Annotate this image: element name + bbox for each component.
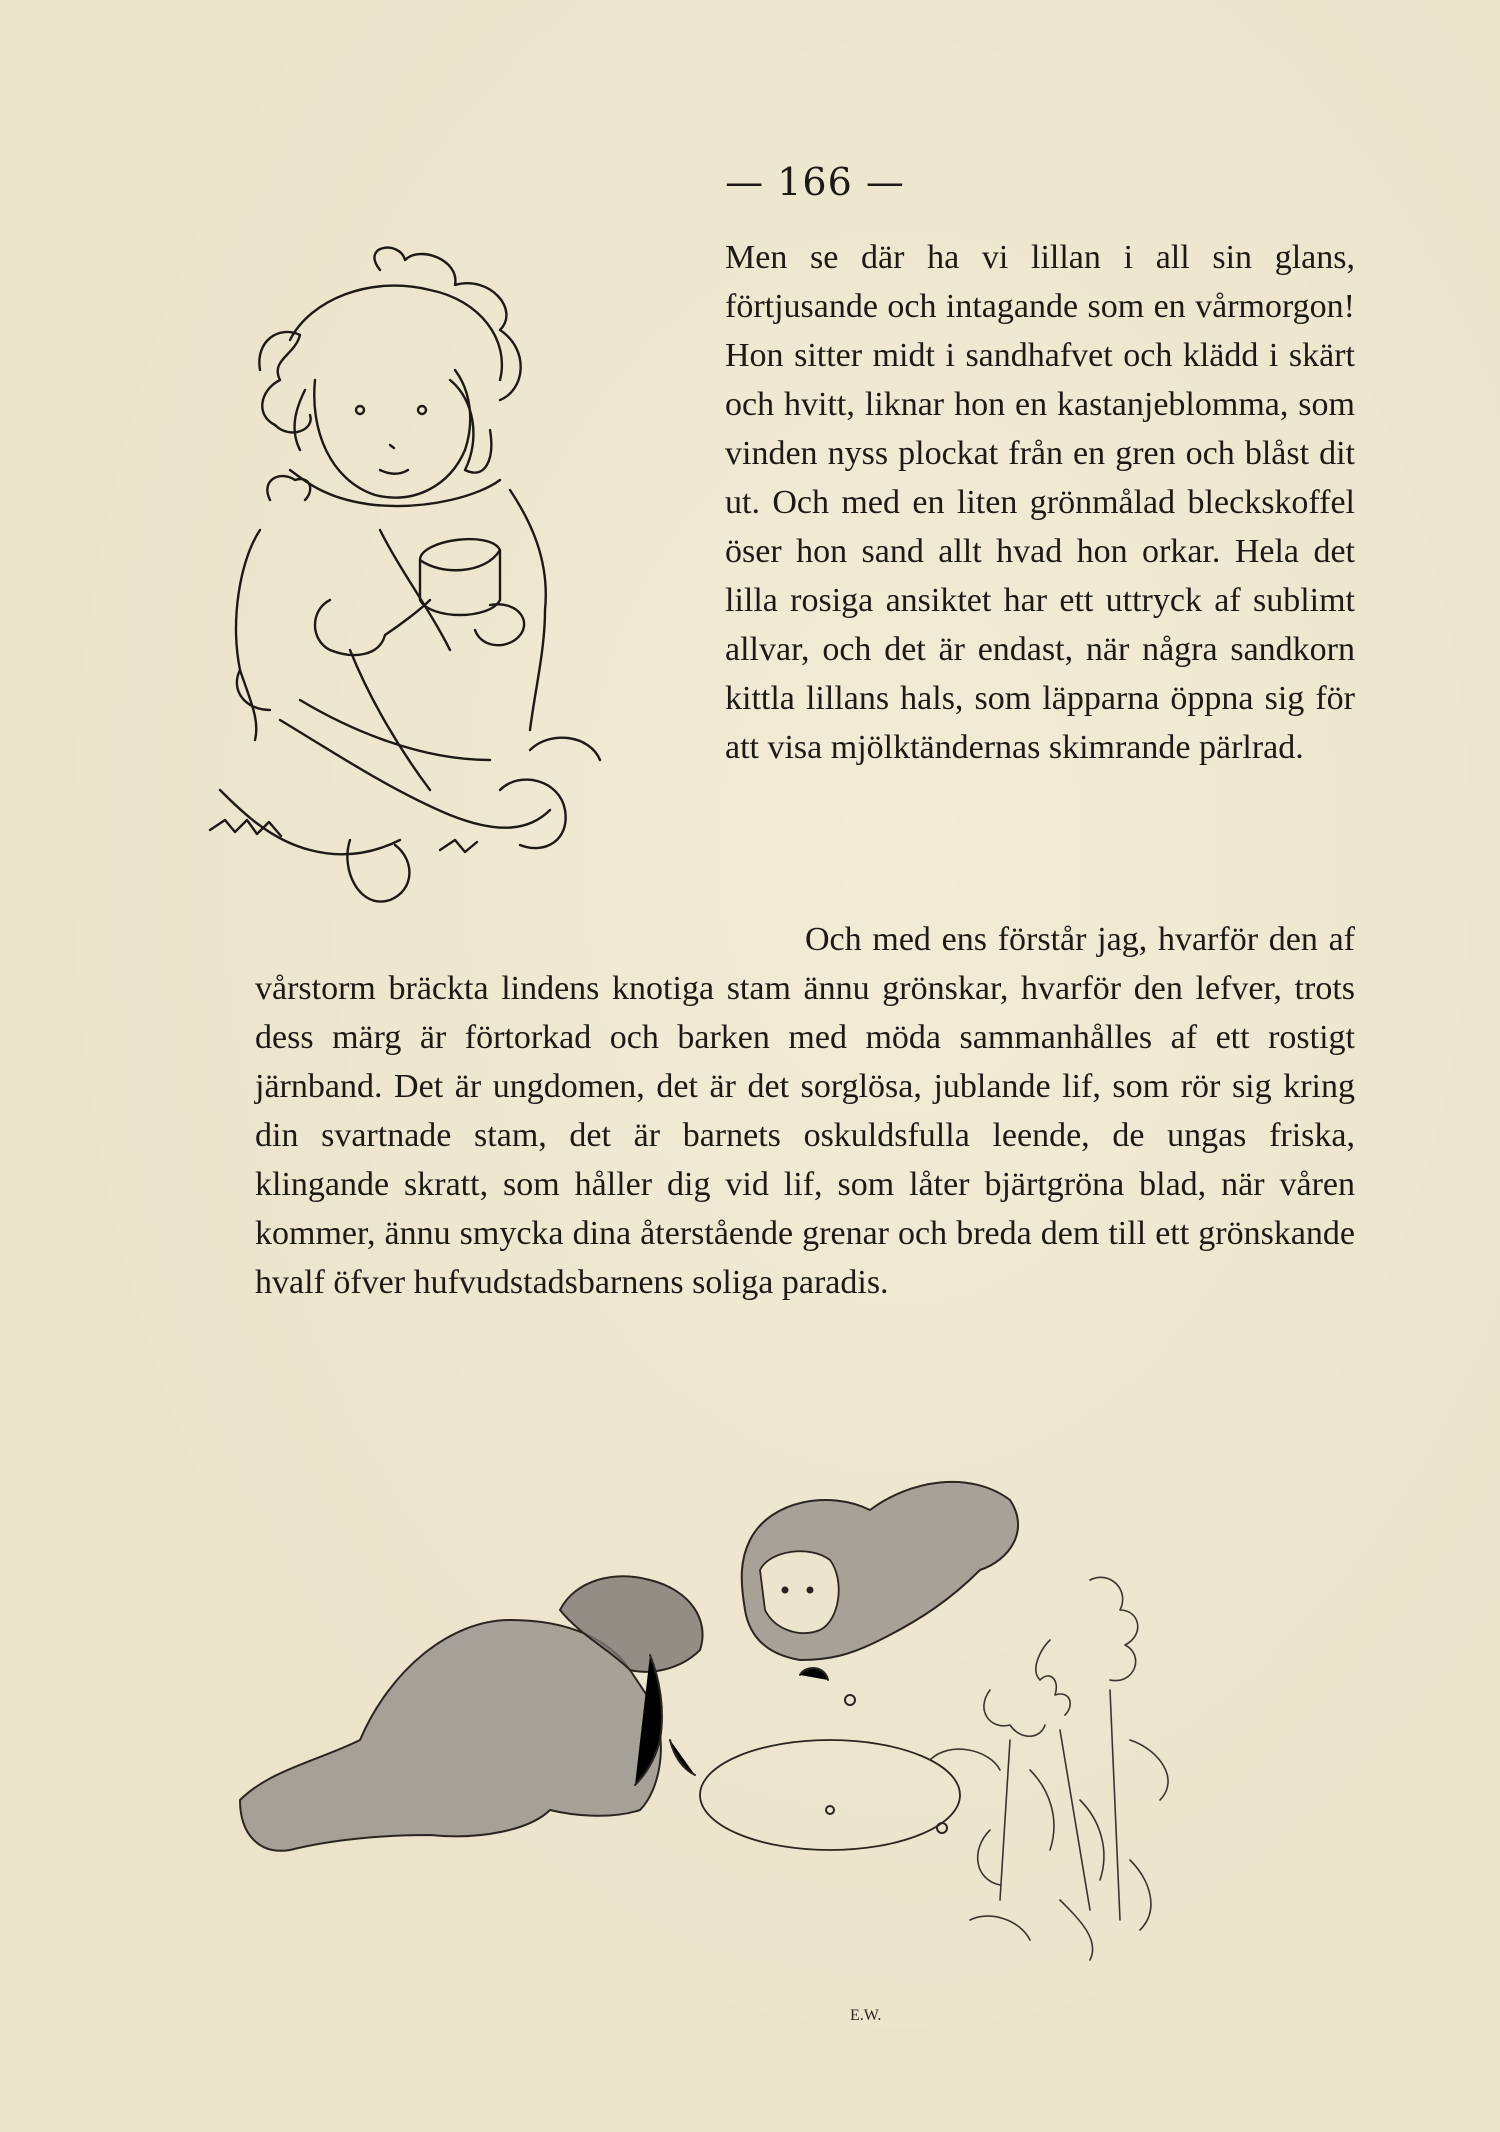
paragraph-right-of-baby: Men se där ha vi lillan i all sin glans, förtjusande och intagande som en vårmorgon! Hon sitter midt i sandhafvet och klädd i skärt och hvitt, liknar hon en kastanjeblomma, som vinden nyss plockat från en gren och blåst dit ut. Och med en liten grönmålad bleckskoffel öser hon sand allt hvad hon orkar. Hela det lilla rosiga ansiktet har ett uttryck af sublimt allvar, och det är endast, när några sandkorn kittla lillans hals, som läpparna öppna sig för att visa mjölktändernas skimrande pärlrad.	[725, 239, 1355, 766]
children-playing-illustration	[230, 1440, 1250, 2060]
baby-illustration	[200, 230, 710, 920]
paragraph-full-width: Och med ens förstår jag, hvarför den af vårstorm bräckta lindens knotiga stam ännu grönskar, hvarför den lefver, trots dess märg är förtorkad och barken med möda sammanhålles af ett rostigt järnband. Det är ungdomen, det är det sorglösa, jublande lif, som rör sig kring din svartnade stam, det är barnets oskuldsfulla leende, de ungas friska, klingande skratt, som håller dig vid lif, som låter bjärtgröna blad, när våren kommer, ännu smycka dina återstående grenar och breda dem till ett grönskande hvalf öfver hufvudstadsbarnens soliga paradis.	[255, 921, 1355, 1301]
page-number: — 166 —	[725, 160, 905, 204]
artist-signature: E.W.	[850, 2007, 882, 2024]
